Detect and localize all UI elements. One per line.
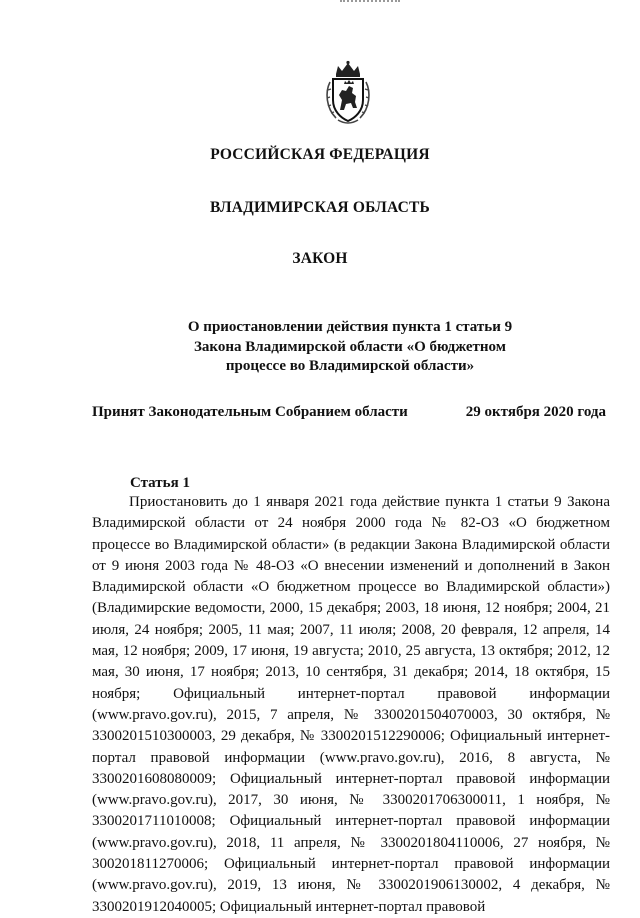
law-title-line: Закона Владимирской области «О бюджетном — [194, 338, 506, 355]
country-heading: РОССИЙСКАЯ ФЕДЕРАЦИЯ — [210, 146, 430, 163]
law-title-line: процессе во Владимирской области» — [225, 358, 475, 374]
article-body: Приостановить до 1 января 2021 года действие пункта 1 статьи 9 Закона Владимирской области от 24 ноября 2000 года № 82-ОЗ «О бюджетном процессе во Владимирской области» (в редакции Закона Владимирской области от 9 июня 2003 года № 48-ОЗ «О внесении изменений и дополнений в Закон Владимирской области «О бюджетном процессе во Владимирской области») (Владимирские ведомости, 2000, 15 декабря; 2003, 18 июня, 12 ноября; 2004, 21 июля, 24 ноября; 2005, 11 мая; 2007, 11 июля; 2008, 20 февраля, 12 апреля, 14 мая, 12 ноября; 2009, 17 июня, 19 августа; 2010, 25 августа, 13 октября; 2012, 12 мая, 30 июня, 17 ноября; 2013, 10 сентября, 31 декабря; 2014, 18 октября, 15 ноября; Официальный интернет-портал правовой информации (www.pravo.gov.ru), 2015, 7 апреля, № 3300201504070003, 30 октября, № 3300201510300003, 29 декабря, № 3300201512290006; Официальный интернет-портал правовой информации (www.pravo.gov.ru), 2016, 8 августа, № 3300201608080009; Официальный интернет-портал правовой информации (www.pravo.gov.ru), 2017, 30 июня, № 3300201706300011, 1 ноября, № 3300201711010008; Официальный интернет-портал правовой информации (www.pravo.gov.ru), 2018, 11 апреля, № 3300201804110006, 27 ноября, № 300201811270006; Официальный интернет-портал правовой информации (www.pravo.gov.ru), 2019, 13 июня, № 3300201906130002, 4 декабря, № 3300201912040005; Официальный интернет-портал правовой — [92, 494, 610, 915]
region-heading: ВЛАДИМИРСКАЯ ОБЛАСТЬ — [210, 199, 430, 216]
scan-edge-mark — [340, 0, 400, 6]
adoption-info — [92, 404, 606, 421]
adopted-by-label: Принят Законодательным Собранием области — [92, 404, 408, 420]
law-title — [140, 318, 560, 377]
adopted-date: 29 октября 2020 года — [465, 404, 606, 420]
document-type-heading: ЗАКОН — [292, 250, 348, 267]
law-title-line: О приостановлении действия пункта 1 статьи 9 — [187, 319, 513, 335]
article-title: Статья 1 — [130, 475, 190, 491]
coat-of-arms-icon — [322, 60, 374, 126]
